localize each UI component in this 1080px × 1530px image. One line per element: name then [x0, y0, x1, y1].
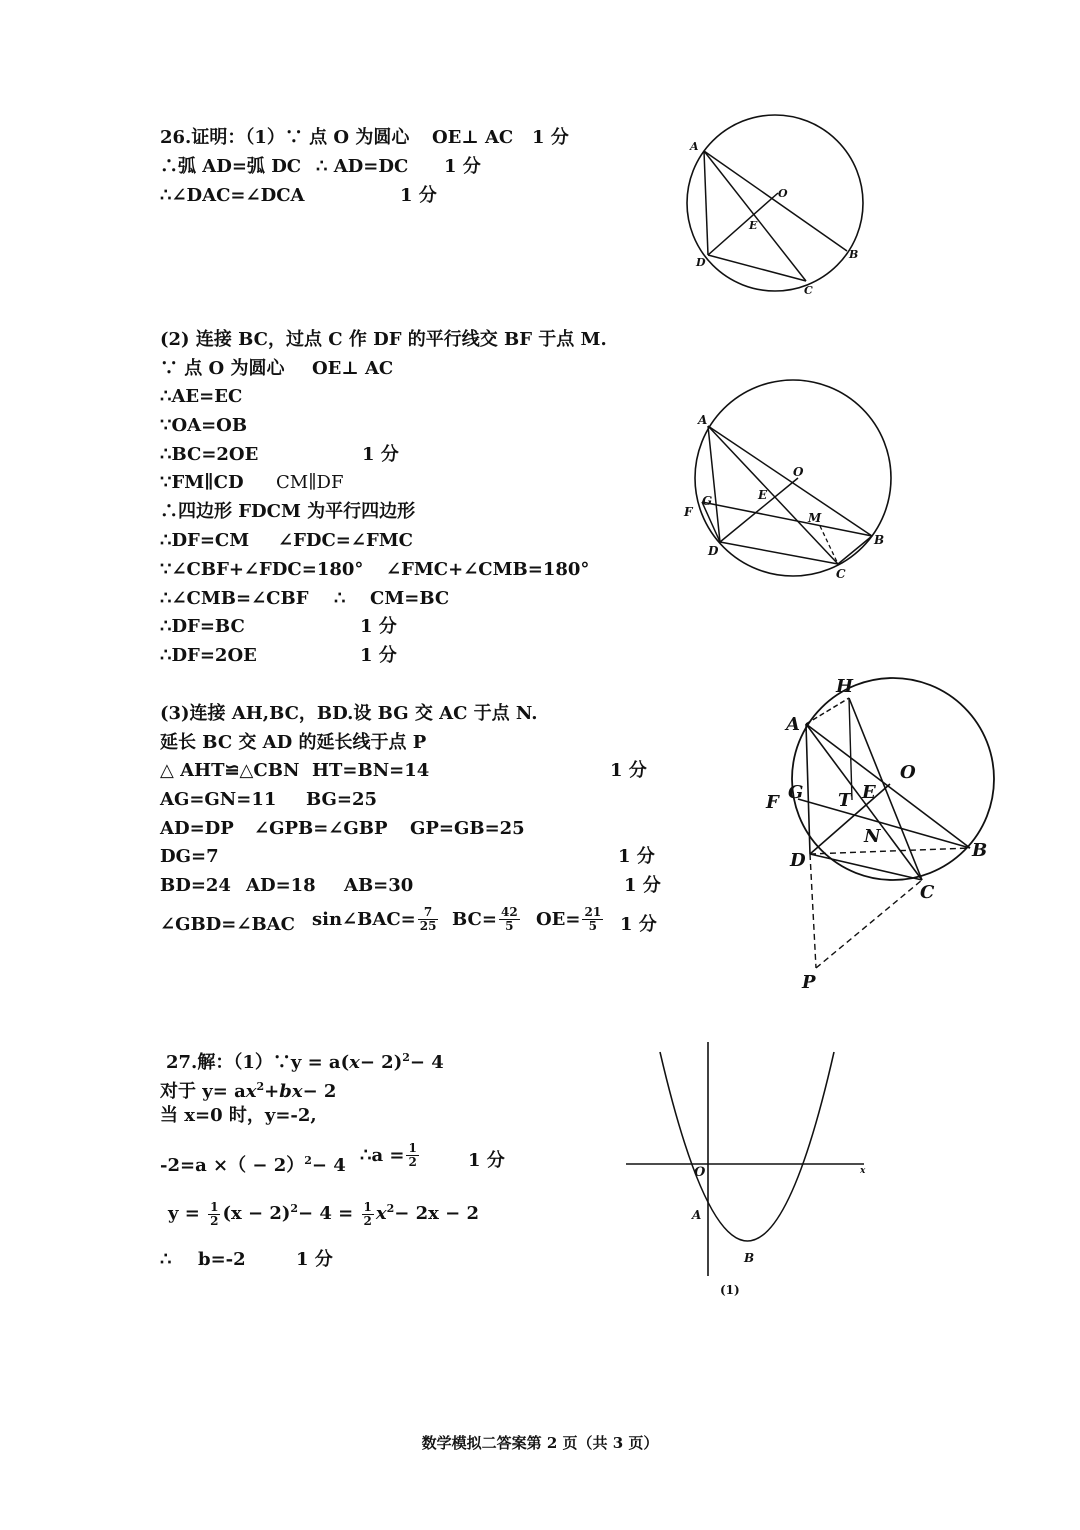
text: ∠FMC+∠CMB=180° — [386, 559, 590, 580]
fraction-1 — [208, 1201, 220, 1228]
var: bx — [279, 1081, 303, 1102]
var: x — [349, 1052, 360, 1073]
text: ∠FDC=∠FMC — [278, 530, 413, 551]
label-B: B — [744, 1251, 755, 1265]
page-footer: 数学模拟二答案第 2 页（共 3 页） — [421, 1434, 659, 1452]
exponent: 2 — [386, 1202, 395, 1215]
text: 当 x=0 时，y=-2, — [160, 1105, 317, 1126]
label-A: A — [698, 413, 708, 427]
label-M: M — [808, 511, 822, 525]
oe-denominator: 5 — [588, 919, 598, 933]
score: 1 分 — [620, 914, 657, 935]
parabola — [660, 1052, 834, 1241]
label-D: D — [790, 850, 806, 871]
text: ∵∠CBF+∠FDC=180° — [160, 559, 364, 580]
label-N: N — [864, 826, 881, 847]
bc-expression — [452, 906, 522, 933]
fraction-2 — [362, 1201, 374, 1228]
text: ∴ AD=DC — [316, 156, 409, 177]
label-E: E — [758, 488, 768, 502]
sin-expression — [312, 906, 440, 933]
var: x — [375, 1203, 387, 1224]
denominator: 2 — [363, 1213, 372, 1228]
fraction — [406, 1142, 418, 1169]
score: 1 分 — [468, 1150, 505, 1171]
label-O: O — [778, 187, 788, 200]
text: ∴∠CMB=∠CBF — [160, 588, 309, 609]
figure-3-circle-diagram — [760, 672, 1020, 1002]
formula — [160, 1150, 346, 1177]
text: AD=18 — [246, 875, 316, 896]
numerator: 1 — [408, 1141, 417, 1155]
text: y = — [168, 1203, 200, 1224]
label-B: B — [972, 840, 988, 861]
text: ∴ — [160, 1249, 172, 1270]
score: 1 分 — [360, 616, 397, 637]
denominator: 2 — [408, 1155, 417, 1169]
text: 26.证明：（1）∵ 点 O 为圆心 — [160, 127, 410, 148]
text: ∴ — [334, 588, 346, 609]
text: △ AHT≌△CBN — [160, 760, 300, 781]
label-D: D — [708, 544, 719, 558]
sin-label: sin∠BAC= — [312, 908, 416, 930]
score: 1 分 — [532, 127, 569, 148]
bc-numerator: 42 — [500, 905, 518, 919]
label-B: B — [874, 533, 885, 547]
text: (3)连接 AH,BC，BD.设 BG 交 AC 于点 N. — [160, 703, 538, 724]
text: ∠GPB=∠GBP — [254, 818, 388, 839]
text: OE⊥ AC — [432, 127, 514, 148]
text: − 4 = — [298, 1203, 354, 1224]
text: BG=25 — [306, 789, 378, 810]
score: 1 分 — [610, 760, 647, 781]
label-E: E — [749, 219, 758, 232]
text: AD=DP — [160, 818, 234, 839]
oe-fraction — [582, 906, 603, 933]
exponent: 2 — [256, 1080, 265, 1093]
text: ∴四边形 FDCM 为平行四边形 — [160, 501, 416, 522]
exponent: 2 — [304, 1154, 312, 1167]
text: + — [264, 1081, 280, 1102]
score: 1 分 — [400, 185, 437, 206]
text: HT=BN=14 — [312, 760, 430, 781]
label-D: D — [696, 256, 706, 269]
formula — [166, 1047, 444, 1074]
conclusion — [360, 1142, 421, 1169]
bc-fraction — [499, 906, 520, 933]
numerator: 1 — [210, 1199, 219, 1214]
text: ∵OA=OB — [160, 415, 248, 436]
oe-numerator: 21 — [584, 905, 602, 919]
numerator: 1 — [363, 1199, 372, 1214]
label-C: C — [920, 882, 935, 903]
denominator: 2 — [210, 1213, 219, 1228]
label-H: H — [836, 676, 854, 697]
text: ∴∠DAC=∠DCA — [160, 185, 305, 206]
text: 27.解：（1）∵y = a( — [166, 1052, 350, 1073]
formula — [160, 1076, 336, 1103]
score: 1 分 — [362, 444, 399, 465]
label-E: E — [862, 782, 876, 803]
bc-label: BC= — [452, 908, 497, 930]
text: − 4 — [311, 1155, 346, 1176]
figure-2-circle-diagram — [680, 378, 910, 588]
text: ∴AE=EC — [160, 386, 243, 407]
score: 1 分 — [618, 846, 655, 867]
circle — [687, 115, 863, 291]
label-P: P — [802, 972, 816, 993]
text: ∴DF=CM — [160, 530, 250, 551]
exponent: 2 — [402, 1051, 410, 1064]
label-F: F — [684, 505, 693, 519]
text: ∴DF=BC — [160, 616, 245, 637]
label-O: O — [793, 465, 804, 479]
label-A: A — [786, 714, 800, 735]
score: 1 分 — [360, 645, 397, 666]
score: 1 分 — [296, 1249, 333, 1270]
label-B: B — [849, 248, 859, 261]
text: ∴DF=2OE — [160, 645, 257, 666]
label-O: O — [694, 1165, 706, 1180]
score: 1 分 — [444, 156, 481, 177]
text: OE⊥ AC — [312, 358, 394, 379]
label-G: G — [702, 494, 713, 508]
text: AB=30 — [344, 875, 414, 896]
label-x: x — [860, 1166, 866, 1176]
text: GP=GB=25 — [410, 818, 525, 839]
text: ∴弧 AD=弧 DC — [160, 156, 302, 177]
circle — [792, 678, 994, 880]
text: (x − 2) — [222, 1203, 291, 1224]
text: ∠GBD=∠BAC — [160, 914, 295, 935]
text: − 2) — [359, 1052, 403, 1073]
label-C: C — [836, 567, 846, 581]
label-A: A — [690, 140, 699, 153]
text: 对于 y= a — [160, 1081, 246, 1102]
text: CM=BC — [370, 588, 450, 609]
label-T: T — [838, 790, 852, 811]
sin-denominator: 25 — [419, 919, 437, 933]
text: BD=24 — [160, 875, 231, 896]
score: 1 分 — [624, 875, 661, 896]
label-F: F — [766, 792, 779, 813]
text: − 4 — [409, 1052, 444, 1073]
formula — [168, 1198, 479, 1228]
label-C: C — [804, 284, 813, 297]
oe-label: OE= — [536, 908, 581, 930]
text: CM∥DF — [276, 472, 344, 493]
label-G: G — [788, 782, 804, 803]
text: AG=GN=11 — [160, 789, 277, 810]
text: DG=7 — [160, 846, 219, 867]
figure-4-parabola-graph — [620, 1040, 880, 1310]
label-A: A — [692, 1208, 702, 1222]
text: − 2x − 2 — [394, 1203, 480, 1224]
text: 延长 BC 交 AD 的延长线于点 P — [160, 732, 427, 753]
text: ∴a = — [360, 1144, 405, 1166]
bc-denominator: 5 — [505, 919, 514, 933]
var: x — [245, 1081, 257, 1102]
text: b=-2 — [198, 1249, 246, 1270]
sin-fraction — [418, 906, 439, 933]
caption: (1) — [720, 1283, 740, 1297]
text: ∴BC=2OE — [160, 444, 259, 465]
label-O: O — [900, 762, 916, 783]
text: − 2 — [302, 1081, 337, 1102]
text: ∵ 点 O 为圆心 — [160, 358, 285, 379]
figure-1-circle-diagram — [680, 105, 880, 305]
text: ∵FM∥CD — [160, 472, 244, 493]
text: -2=a ×（ − 2） — [160, 1155, 305, 1176]
text: (2) 连接 BC，过点 C 作 DF 的平行线交 BF 于点 M. — [160, 329, 607, 350]
oe-expression — [536, 906, 605, 933]
exponent: 2 — [290, 1202, 299, 1215]
sin-numerator: 7 — [418, 906, 439, 920]
